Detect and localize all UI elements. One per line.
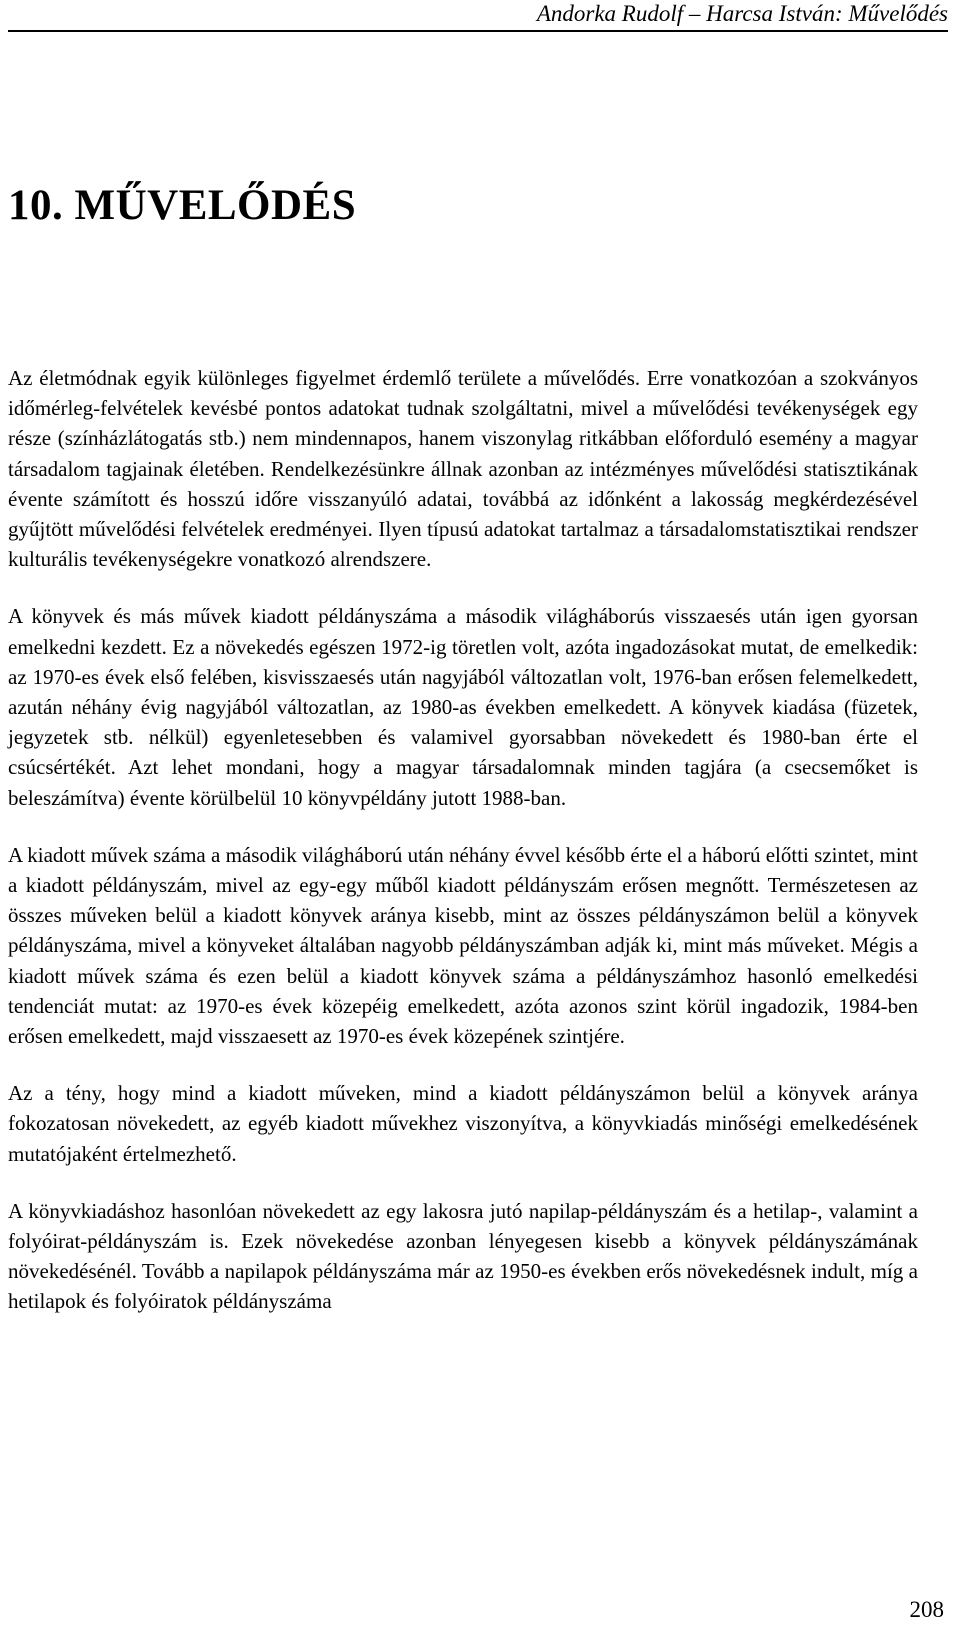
paragraph-5: A könyvkiadáshoz hasonlóan növekedett az egy lakosra jutó napilap-példányszám és a hetilap-, valamint a folyóirat-példányszám is. Ezek növekedése azonban lényegesen kisebb a könyvek példányszámának növekedésénél. Tovább a napilapok példányszáma már az 1950-es években erős növekedésnek indult, míg a hetilapok és folyóiratok példányszáma xyxy=(8,1198,918,1314)
paragraph-2: A könyvek és más művek kiadott példányszáma a második világháborús visszaesés után igen gyorsan emelkedni kezdett. Ez a növekedés egészen 1972-ig töretlen volt, azóta ingadozásokat mutat, de emelkedik: az 1970-es évek első felében, kisvisszaesés után nagyjából változatlan volt, 1976-ban erősen felemelkedett, azután néhány évig nagyjából változatlan, az 1980-as években emelkedett. A könyvek kiadása (füzetek, jegyzetek stb. nélkül) egyenletesebben és valamivel gyorsabban növekedett és 1980-ban érte el csúcsértékét. Azt lehet mondani, hogy a magyar társadalomnak minden tagjára (a csecsemőket is beleszámítva) évente körülbelül 10 könyvpéldány jutott 1988-ban. xyxy=(8,604,918,810)
chapter-title: 10. MŰVELŐDÉS xyxy=(8,182,357,229)
running-header xyxy=(8,0,948,32)
page-number: 208 xyxy=(909,1597,944,1622)
running-header-title: Andorka Rudolf – Harcsa István: Művelődés xyxy=(536,1,948,26)
paragraph-3: A kiadott művek száma a második világháború után néhány évvel később érte el a háború előtti szintet, mint a kiadott példányszám, mivel az egy-egy műből kiadott példányszám erősen megnőtt. Természetesen az összes műveken belül a kiadott könyvek aránya kisebb, mint az összes példányszámon belül a könyvek példányszáma, mivel a könyveket általában nagyobb példányszámban adják ki, mint más műveket. Mégis a kiadott művek száma és ezen belül a kiadott könyvek száma a példányszámhoz hasonló emelkedési tendenciát mutat: az 1970-es évek közepéig emelkedett, azóta azonos szint körül ingadozik, 1984-ben erősen emelkedett, majd visszaesett az 1970-es évek közepének szintjére. xyxy=(8,842,918,1049)
paragraph-1: Az életmódnak egyik különleges figyelmet érdemlő területe a művelődés. Erre vonatkozóan a szokványos időmérleg-felvételek kevésbé pontos adatokat tudnak szolgáltatni, mivel a művelődési tevékenységek egy része (színházlátogatás stb.) nem mindennapos, hanem viszonylag ritkábban előforduló esemény a magyar társadalom tagjainak életében. Rendelkezésünkre állnak azonban az intézményes művelődési statisztikának évente számított és hosszú időre visszanyúló adatai, továbbá az időnként a lakosság megkérdezésével gyűjtött művelődési felvételek eredményei. Ilyen típusú adatokat tartalmaz a társadalomstatisztikai rendszer kulturális tevékenységekre vonatkozó alrendszere. xyxy=(8,366,918,572)
paragraph-4: Az a tény, hogy mind a kiadott műveken, mind a kiadott példányszámon belül a könyvek aránya fokozatosan növekedett, az egyéb kiadott művekhez viszonyítva, a könyvkiadás minőségi emelkedésének mutatójaként értelmezhető. xyxy=(8,1081,918,1166)
body-text xyxy=(8,363,918,1344)
